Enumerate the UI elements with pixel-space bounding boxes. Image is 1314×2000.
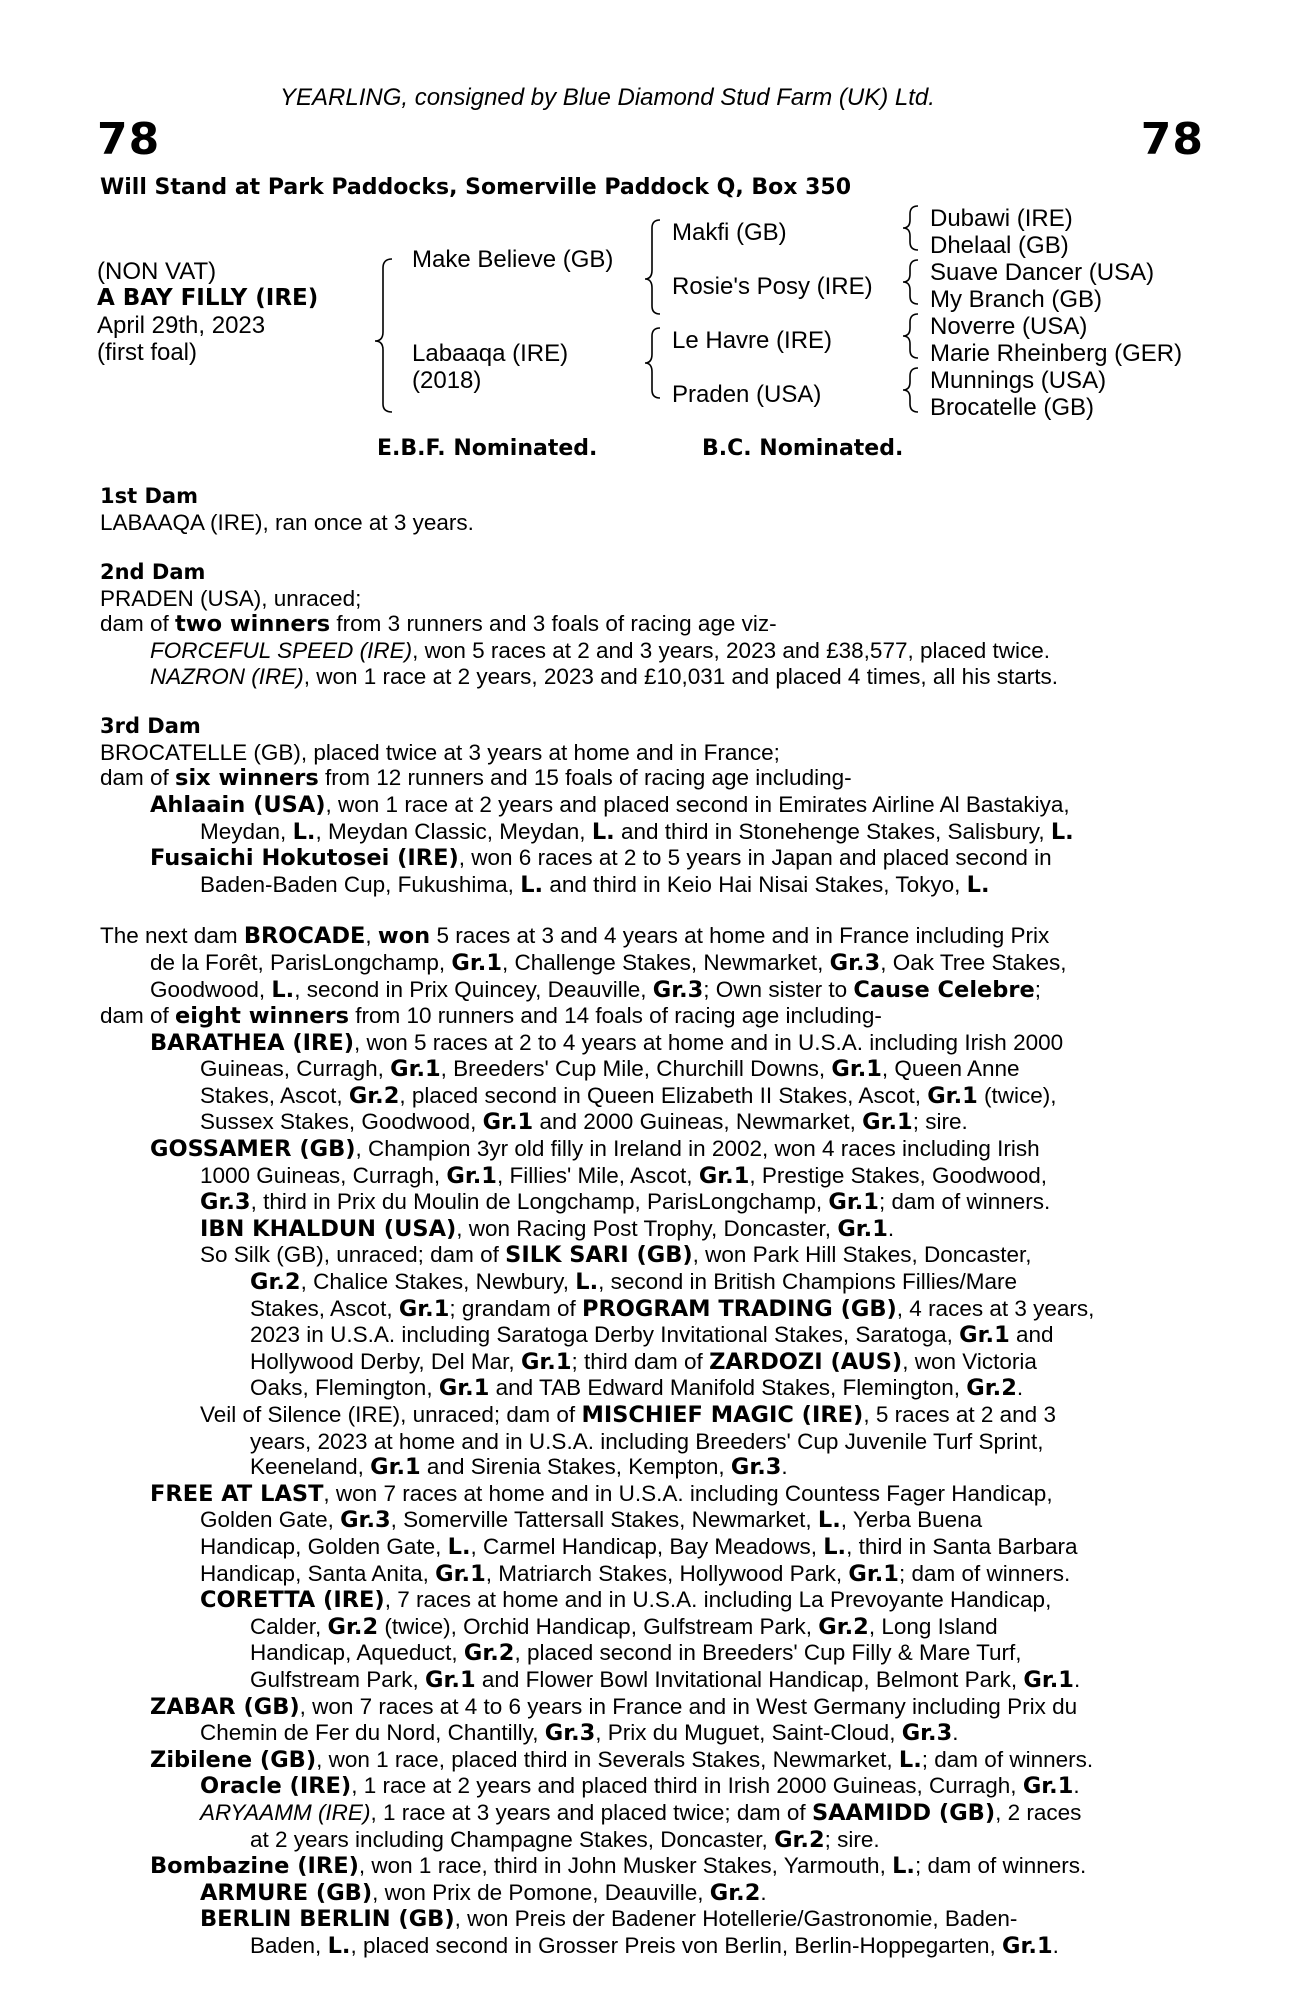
text-segment: Gr.1 [425,1666,476,1693]
text-line [100,1375,1210,1402]
text-segment: Gr.1 [398,1295,450,1322]
bracket-g3 [903,314,918,358]
text-segment: BROCADE [243,923,366,950]
text-segment: Guineas, Curragh, [200,1056,391,1082]
text-segment: L. [892,1853,915,1880]
text-segment: 1000 Guineas, Curragh, [200,1162,447,1188]
first-dam-heading: 1st Dam [100,484,198,508]
text-segment: Handicap, Aqueduct, [250,1640,464,1666]
text-line [100,1083,1210,1110]
text-line [100,1402,1210,1429]
text-segment: Stakes, Ascot, [250,1295,399,1321]
text-segment: , Oak Tree Stakes, [880,949,1067,975]
text-segment: , 2 races [995,1799,1082,1825]
text-segment: Gulfstream Park, [250,1666,426,1692]
text-segment: IBN KHALDUN (USA) [200,1215,457,1242]
text-line [100,1853,1210,1880]
text-line [100,1349,1210,1376]
ebf-nomination: E.B.F. Nominated. [377,436,598,461]
text-segment: L. [817,1507,841,1534]
text-segment: Gr.1 [520,1348,572,1375]
text-line [100,1507,1210,1534]
bracket-dam [645,328,660,398]
text-segment: , Fillies' Mile, Ascot, [496,1162,699,1188]
text-segment: . [1052,1932,1059,1958]
text-segment: L. [327,1932,351,1959]
text-segment: Meydan, [200,818,293,844]
text-line [100,1640,1210,1667]
dam-sire: Le Havre (IRE) [672,327,833,354]
text-segment: , third in Prix du Moulin de Longchamp, ParisLongchamp, [250,1189,829,1215]
text-segment: . [760,1879,767,1905]
text-segment: Golden Gate, [200,1507,341,1533]
text-line [100,1933,1210,1960]
consignor-line: YEARLING, consigned by Blue Diamond Stud Farm (UK) Ltd. [280,84,935,111]
text-segment: Gr.2 [818,1613,869,1640]
text-segment: Baden, [250,1932,328,1958]
text-line [100,1534,1210,1561]
text-segment: and third in Stonehenge Stakes, Salisbury, [614,818,1051,844]
text-segment: Gr.2 [774,1826,825,1853]
text-segment: Cause Celebre [853,976,1035,1003]
bracket-g1 [903,206,918,250]
text-segment: Gr.2 [709,1879,761,1906]
text-segment: Ahlaain (USA) [150,791,326,818]
text-segment: ; third dam of [571,1348,710,1374]
text-segment: , Prestige Stakes, Goodwood, [749,1162,1048,1188]
text-segment: from 12 runners and 15 foals of racing age including- [318,765,852,791]
text-segment: Baden-Baden Cup, Fukushima, [200,871,521,897]
text-segment: SILK SARI (GB) [505,1242,693,1269]
text-segment: BROCATELLE (GB), placed twice at 3 years at home and in France; [100,739,780,765]
text-segment: and [1009,1322,1054,1348]
text-segment: L. [966,871,990,898]
text-segment: L. [292,818,316,845]
text-segment: , placed second in Queen Elizabeth II Stakes, Ascot, [399,1082,928,1108]
text-segment: Gr.2 [348,1082,400,1109]
text-segment: , Somerville Tattersall Stakes, Newmarket, [390,1507,818,1533]
text-segment: Gr.1 [438,1375,490,1402]
text-segment: six winners [175,765,319,792]
text-segment: , Challenge Stakes, Newmarket, [501,949,830,975]
text-line [100,510,1210,536]
text-segment: Gr.3 [340,1507,391,1534]
text-line [100,1242,1210,1269]
text-segment: ; dam of winners. [921,1746,1094,1772]
gen3-7: Munnings (USA) [930,367,1107,394]
text-line [100,1906,1210,1933]
text-segment: , Meydan Classic, Meydan, [315,818,592,844]
bracket-1 [375,259,392,412]
text-segment: . [1073,1773,1080,1799]
text-segment: and third in Keio Hai Nisai Stakes, Tokyo, [543,871,967,897]
pedigree-brackets [0,0,1314,460]
text-segment: years, 2023 at home and in U.S.A. including Breeders' Cup Juvenile Turf Sprint, [250,1428,1044,1454]
text-segment: Gr.1 [837,1215,888,1242]
text-segment: , won 7 races at home and in U.S.A. including Countess Fager Handicap, [323,1480,1053,1506]
text-segment: , won 1 race, placed third in Severals Stakes, Newmarket, [316,1746,899,1772]
text-line [100,611,1210,638]
text-segment: and Flower Bowl Invitational Handicap, Belmont Park, [475,1666,1024,1692]
text-segment: , third in Santa Barbara [846,1533,1078,1559]
text-segment: Gr.1 [1022,1773,1074,1800]
text-segment: ZABAR (GB) [150,1693,300,1720]
bracket-g4 [903,368,918,412]
gen3-5: Noverre (USA) [930,313,1088,340]
text-segment: , second in British Champions Fillies/Mare [598,1269,1018,1295]
text-segment: (twice), [977,1082,1057,1108]
text-line [100,1056,1210,1083]
text-segment: Zibilene (GB) [150,1746,317,1773]
text-segment: , won 1 race at 2 years, 2023 and £10,031 and placed 4 times, all his starts. [303,663,1058,689]
text-segment: Stakes, Ascot, [200,1082,349,1108]
text-segment: dam of [100,1003,176,1029]
text-line [100,1694,1210,1721]
text-segment: L. [898,1746,922,1773]
text-segment: L. [520,871,544,898]
catalogue-body [100,484,1210,1959]
text-segment: Handicap, Santa Anita, [200,1560,436,1586]
dam: Labaaqa (IRE) [412,340,569,367]
text-line [100,1773,1210,1800]
text-segment: Gr.2 [463,1640,515,1667]
text-segment: Gr.3 [652,976,704,1003]
text-segment: Gr.3 [200,1189,251,1216]
text-segment: and 2000 Guineas, Newmarket, [533,1109,863,1135]
gen3-3: Suave Dancer (USA) [930,259,1155,286]
text-line [100,1163,1210,1190]
text-segment: L. [591,818,615,845]
text-segment: Gr.3 [544,1720,596,1747]
lot-number-right: 78 [1140,114,1204,165]
text-segment: Gr.3 [730,1454,782,1481]
text-segment: , 1 race at 2 years and placed third in Irish 2000 Guineas, Curragh, [351,1773,1023,1799]
text-segment: MISCHIEF MAGIC (IRE) [581,1402,864,1428]
text-line [100,638,1210,664]
text-segment: from 3 runners and 3 foals of racing age viz- [330,611,777,637]
text-segment: , Prix du Muguet, Saint-Cloud, [595,1720,902,1746]
text-segment: Oracle (IRE) [200,1773,352,1800]
foaling-date: April 29th, 2023 [97,312,266,339]
text-segment: , Breeders' Cup Mile, Churchill Downs, [440,1056,832,1082]
text-line [100,1827,1210,1854]
text-segment: NAZRON (IRE) [150,663,304,689]
text-segment: , [365,923,378,949]
text-segment: . [952,1720,959,1746]
text-line [100,1216,1210,1243]
text-segment: Gr.1 [848,1560,899,1587]
text-segment: Gr.1 [698,1162,750,1189]
text-segment: Fusaichi Hokutosei (IRE) [150,845,459,872]
text-segment: ZARDOZI (AUS) [709,1348,903,1375]
text-line [100,586,1210,612]
text-segment: Veil of Silence (IRE), unraced; dam of [200,1402,582,1427]
text-segment: at 2 years including Champagne Stakes, Doncaster, [250,1826,775,1852]
text-segment: Gr.1 [831,1056,882,1083]
text-segment: L. [823,1533,847,1560]
text-segment: CORETTA (IRE) [200,1587,385,1614]
text-segment: . [887,1215,895,1241]
text-segment: . [1073,1666,1081,1692]
lot-number-left: 78 [97,114,161,165]
text-segment: Gr.1 [862,1109,913,1136]
text-segment: BERLIN BERLIN (GB) [200,1906,455,1933]
text-segment: Gr.3 [829,949,881,976]
text-segment: Gr.3 [901,1720,953,1747]
text-segment: , won Preis der Badener Hotellerie/Gastronomie, Baden- [454,1906,1018,1932]
text-segment: Bombazine (IRE) [150,1853,359,1880]
text-line [100,1296,1210,1323]
text-segment: SAAMIDD (GB) [811,1799,996,1826]
dam-year: (2018) [412,367,482,394]
text-segment: PRADEN (USA), unraced; [100,585,362,611]
text-segment: 5 races at 3 and 4 years at home and in France including Prix [430,923,1050,949]
text-segment: , 1 race at 3 years and placed twice; dam of [370,1799,812,1825]
text-segment: L. [575,1269,599,1296]
text-line [100,1003,1210,1030]
text-segment: and TAB Edward Manifold Stakes, Flemington, [489,1375,967,1401]
text-segment: , placed second in Breeders' Cup Filly & Mare Turf, [514,1640,1022,1666]
text-line [100,1429,1210,1455]
text-segment: Keeneland, [250,1454,371,1480]
text-line [100,1880,1210,1907]
text-segment: , won 7 races at 4 to 6 years in France and in West Germany including Prix du [299,1693,1078,1719]
text-segment: The next dam [100,923,244,949]
text-line [100,1747,1210,1774]
text-segment: L. [271,976,295,1003]
text-segment: , won Victoria [902,1348,1037,1374]
text-line [100,1614,1210,1641]
sire: Make Believe (GB) [412,246,614,273]
text-line [100,1136,1210,1163]
sire-dam: Rosie's Posy (IRE) [672,273,873,300]
text-segment: ARYAAMM (IRE) [200,1799,371,1825]
text-segment: ; dam of winners. [878,1189,1051,1215]
text-segment: Gr.1 [482,1109,534,1136]
stand-location: Will Stand at Park Paddocks, Somerville Paddock Q, Box 350 [100,175,852,200]
text-segment: , won 5 races at 2 to 4 years at home and in U.S.A. including Irish 2000 [353,1029,1064,1055]
text-segment: . [1016,1375,1024,1401]
gen3-4: My Branch (GB) [930,286,1103,313]
text-segment: won [377,923,431,950]
text-segment: , 7 races at home and in U.S.A. including La Prevoyante Handicap, [384,1587,1052,1613]
lot-title: A BAY FILLY (IRE) [97,285,319,311]
text-segment: Gr.1 [390,1056,441,1083]
text-segment: dam of [100,765,176,791]
text-segment: eight winners [175,1003,350,1030]
text-line [100,1667,1210,1694]
text-line [100,1030,1210,1057]
text-segment: Gr.1 [446,1162,497,1189]
text-segment: , won Racing Post Trophy, Doncaster, [456,1215,838,1241]
text-segment: LABAAQA (IRE), ran once at 3 years. [100,509,474,535]
text-line [100,740,1210,766]
text-segment: and Sirenia Stakes, Kempton, [420,1454,731,1480]
text-segment: , won 1 race at 2 years and placed second in Emirates Airline Al Bastakiya, [325,791,1070,817]
text-line [100,1561,1210,1588]
text-segment: de la Forêt, ParisLongchamp, [150,949,452,975]
text-segment: So Silk (GB), unraced; dam of [200,1242,506,1268]
gen3-2: Dhelaal (GB) [930,232,1069,259]
text-segment: dam of [100,611,176,637]
text-segment: , Yerba Buena [840,1507,983,1533]
text-segment: Gr.2 [966,1375,1017,1402]
text-line [100,664,1210,690]
text-segment: Oaks, Flemington, [250,1375,439,1401]
text-segment: Gr.1 [451,949,502,976]
second-dam-heading: 2nd Dam [100,560,206,585]
text-segment: , won 6 races at 2 to 5 years in Japan and placed second in [458,845,1052,871]
text-segment: Gr.1 [1002,1932,1053,1959]
text-segment: L. [1050,818,1074,845]
text-segment: , Champion 3yr old filly in Ireland in 2002, won 4 races including Irish [355,1136,1040,1162]
text-segment: Chemin de Fer du Nord, Chantilly, [200,1720,545,1746]
text-line [100,1720,1210,1747]
bracket-sire [645,220,660,314]
text-line [100,845,1210,872]
text-line [100,819,1210,846]
text-line [100,872,1210,899]
text-line [100,792,1210,819]
text-segment: two winners [175,611,331,638]
vat-status: (NON VAT) [97,258,217,285]
text-segment: , Carmel Handicap, Bay Meadows, [470,1533,824,1559]
text-segment: ; sire. [824,1826,880,1852]
text-segment: Sussex Stakes, Goodwood, [200,1109,483,1135]
text-segment: , Long Island [868,1613,998,1639]
text-segment: , second in Prix Quincey, Deauville, [294,976,653,1002]
dam-dam: Praden (USA) [672,381,822,408]
text-segment: , 5 races at 2 and 3 [863,1402,1056,1427]
text-line [100,1800,1210,1827]
text-segment: FORCEFUL SPEED (IRE) [150,637,413,663]
text-segment: Gr.2 [250,1269,301,1296]
text-segment: , won Prix de Pomone, Deauville, [372,1879,710,1905]
text-segment: , placed second in Grosser Preis von Berlin, Berlin-Hoppegarten, [350,1932,1003,1958]
text-segment: Gr.1 [370,1454,421,1481]
text-segment: , won Park Hill Stakes, Doncaster, [692,1242,1032,1268]
text-segment: , Chalice Stakes, Newbury, [300,1269,576,1295]
text-line [100,1322,1210,1349]
text-line [100,1587,1210,1614]
text-segment: Gr.1 [435,1560,486,1587]
text-segment: Gr.1 [927,1082,978,1109]
text-segment: ; dam of winners. [898,1560,1071,1586]
text-segment: ; Own sister to [703,976,854,1002]
text-line [100,1189,1210,1216]
text-segment: , won 1 race, third in John Musker Stakes, Yarmouth, [358,1853,893,1879]
gen3-8: Brocatelle (GB) [930,394,1095,421]
text-line [100,765,1210,792]
text-segment: BARATHEA (IRE) [150,1029,354,1056]
text-segment: (twice), Orchid Handicap, Gulfstream Park, [378,1613,819,1639]
text-segment: ; dam of winners. [914,1853,1087,1879]
text-line [100,1454,1210,1481]
text-segment: ARMURE (GB) [200,1879,373,1906]
third-dam-heading: 3rd Dam [100,714,201,739]
text-segment: Calder, [250,1613,328,1639]
sire-sire: Makfi (GB) [672,219,787,246]
bracket-g2 [903,260,918,304]
text-line [100,1481,1210,1508]
text-segment: PROGRAM TRADING (GB) [581,1295,897,1322]
text-segment: FREE AT LAST [150,1480,324,1507]
text-segment: ; sire. [912,1109,968,1135]
text-segment: 2023 in U.S.A. including Saratoga Derby Invitational Stakes, Saratoga, [250,1322,960,1348]
text-segment: GOSSAMER (GB) [150,1136,356,1163]
text-line [100,1109,1210,1136]
text-segment: Gr.1 [1023,1666,1074,1693]
bc-nomination: B.C. Nominated. [702,436,904,461]
foal-note: (first foal) [97,339,198,366]
text-line [100,1269,1210,1296]
text-line [100,950,1210,977]
text-segment: L. [447,1533,471,1560]
text-segment: , Queen Anne [881,1056,1020,1082]
text-segment: Gr.1 [959,1322,1010,1349]
text-segment: ; [1034,976,1042,1002]
text-segment: , Matriarch Stakes, Hollywood Park, [485,1560,849,1586]
text-segment: from 10 runners and 14 foals of racing age including- [349,1003,882,1029]
text-line [100,977,1210,1004]
text-segment: Goodwood, [150,976,272,1002]
text-segment: Handicap, Golden Gate, [200,1533,448,1559]
text-segment: Gr.1 [828,1189,879,1216]
gen3-1: Dubawi (IRE) [930,205,1073,232]
text-segment: . [781,1454,788,1480]
text-segment: Gr.2 [327,1613,379,1640]
text-line [100,923,1210,950]
text-segment: ; grandam of [449,1295,582,1321]
text-segment: , won 5 races at 2 and 3 years, 2023 and £38,577, placed twice. [412,637,1051,663]
gen3-6: Marie Rheinberg (GER) [930,340,1183,367]
text-segment: , 4 races at 3 years, [896,1295,1095,1321]
text-segment: Hollywood Derby, Del Mar, [250,1348,521,1374]
